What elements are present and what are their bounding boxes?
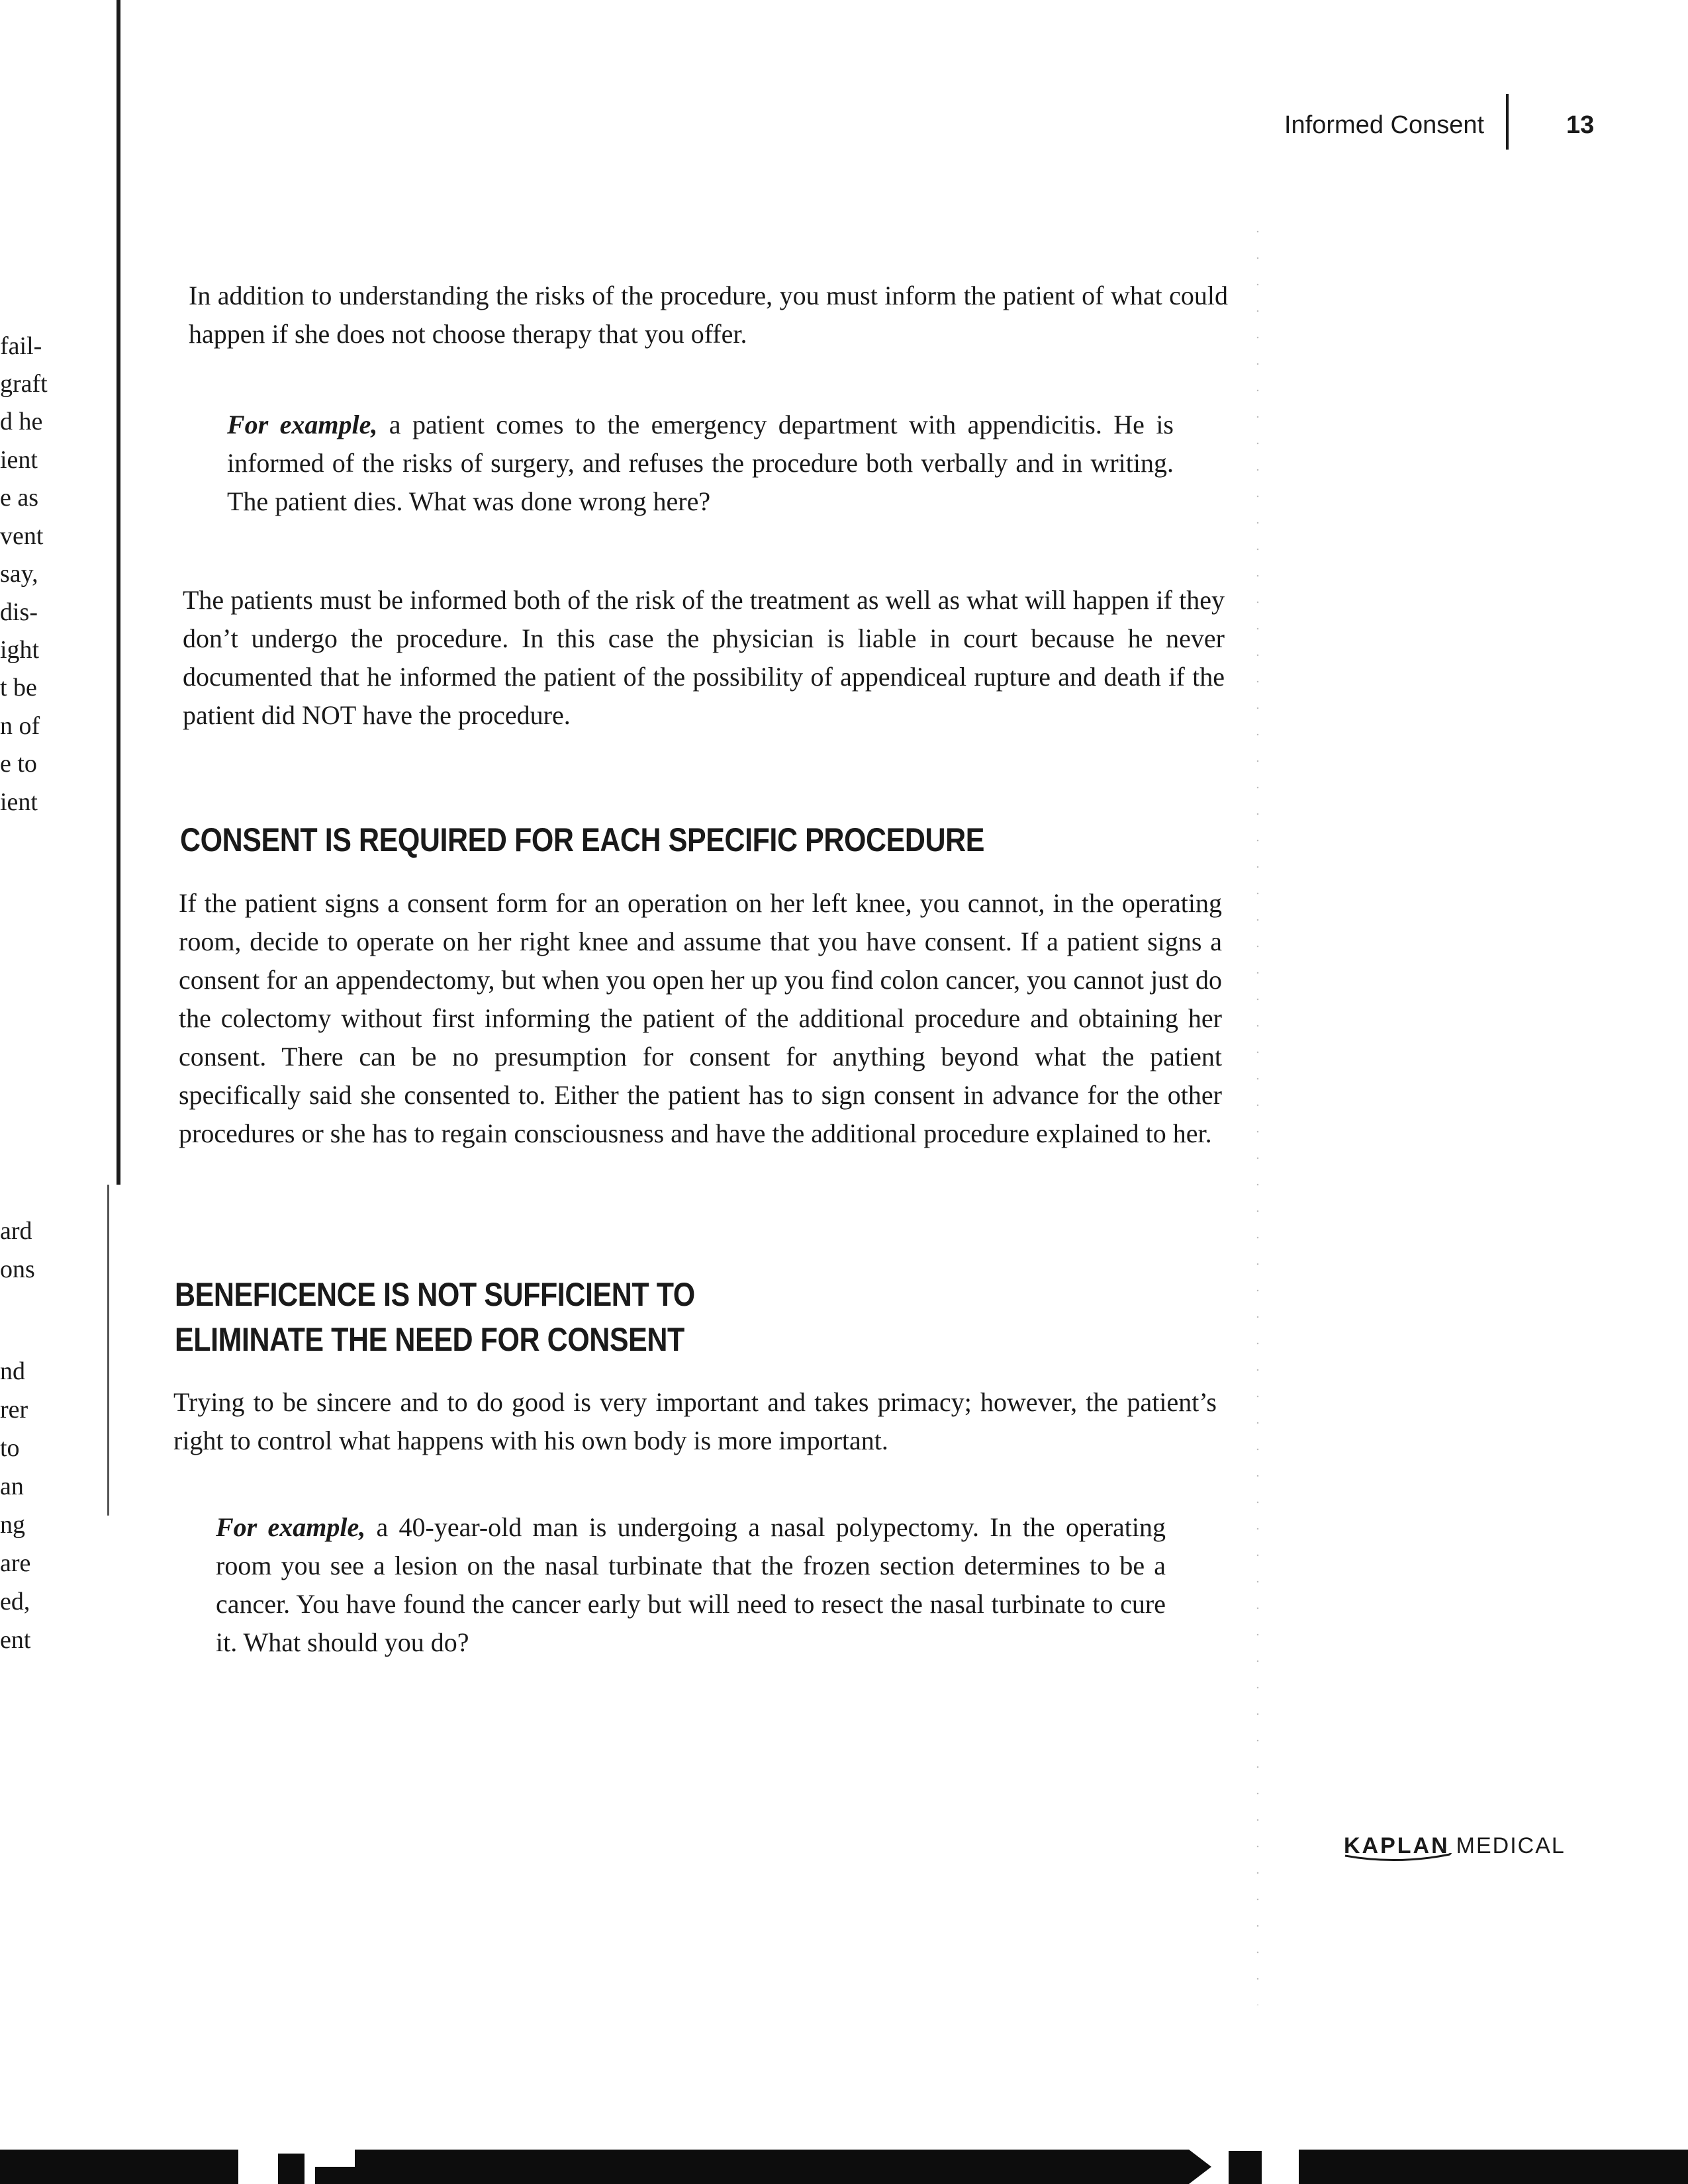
prev-fragment: fail-	[0, 332, 42, 360]
example-2	[216, 1508, 1166, 1662]
paragraph-4: Trying to be sincere and to do good is very important and takes primacy; however, the patient’s right to control what happens with his own body is more important.	[173, 1387, 1217, 1455]
prev-fragment: ard	[0, 1217, 32, 1245]
header-divider	[1506, 94, 1509, 150]
prev-fragment: d he	[0, 408, 43, 435]
prev-fragment: ons	[0, 1255, 35, 1283]
logo-brand: KAPLAN	[1344, 1833, 1450, 1859]
prev-fragment: an	[0, 1473, 24, 1500]
binding-edge-line	[117, 0, 120, 1185]
prev-fragment: ent	[0, 1626, 31, 1654]
prev-fragment: ng	[0, 1511, 25, 1539]
example-2-text: a 40-year-old man is undergoing a nasal polypectomy. In the operating room you see a lesion on the nasal turbinate that the frozen section determines to be a cancer. You have found the cancer early but will need to resect the nasal turbinate to cure it. What should you do?	[216, 1512, 1166, 1657]
prev-fragment: nd	[0, 1357, 25, 1385]
prev-fragment: vent	[0, 522, 44, 550]
prev-fragment: e as	[0, 484, 39, 512]
prev-fragment: ient	[0, 788, 38, 816]
prev-fragment: to	[0, 1434, 20, 1462]
section-heading-beneficence-line-2: ELIMINATE THE NEED FOR CONSENT	[175, 1321, 684, 1358]
example-2-lead: For example,	[216, 1512, 366, 1542]
page-number: 13	[1566, 111, 1595, 139]
prev-fragment: ed,	[0, 1588, 30, 1615]
example-1-text: a patient comes to the emergency department with appendicitis. He is informed of the risks of surgery, and refuses the procedure both verbally and in writing. The patient dies. What was done wrong here?	[227, 410, 1174, 516]
prev-fragment: rer	[0, 1396, 28, 1424]
prev-fragment: graft	[0, 370, 48, 398]
scan-bottom-bar	[0, 2150, 1688, 2184]
example-1	[227, 406, 1174, 521]
prev-fragment: t be	[0, 674, 37, 702]
prev-fragment: dis-	[0, 598, 38, 626]
paragraph-3: If the patient signs a consent form for an operation on her left knee, you cannot, in the operating room, decide to operate on her right knee and assume that you have consent. If a patient signs a consent for an appendectomy, but when you open her up you find colon cancer, you cannot just do the colectomy without first informing the patient of the additional procedure and obtaining her consent. There can be no presumption for consent for anything beyond what the patient specifically said she consented to. Either the patient has to sign consent in advance for the other procedures or she has to regain consciousness and have the additional procedure explained to her.	[179, 888, 1222, 1148]
prev-fragment: ient	[0, 446, 38, 474]
prev-fragment: e to	[0, 750, 37, 778]
section-heading-consent-required: CONSENT IS REQUIRED FOR EACH SPECIFIC PROCEDURE	[180, 821, 984, 858]
prev-fragment: are	[0, 1549, 31, 1577]
kaplan-medical-logo	[1344, 1833, 1566, 1859]
prev-fragment: n of	[0, 712, 40, 740]
section-heading-beneficence-line-1: BENEFICENCE IS NOT SUFFICIENT TO	[175, 1276, 695, 1313]
prev-fragment: say,	[0, 560, 38, 588]
logo-swoosh-icon	[1344, 1853, 1456, 1866]
example-1-lead: For example,	[227, 410, 378, 439]
prev-fragment: ight	[0, 636, 40, 664]
margin-dots	[1256, 218, 1259, 2005]
binding-edge-line-lower	[107, 1185, 109, 1516]
running-header-title: Informed Consent	[1284, 111, 1485, 139]
paragraph-2: The patients must be informed both of the risk of the treatment as well as what will happen if they don’t undergo the procedure. In this case the physician is liable in court because he never documented that he informed the patient of the possibility of appendiceal rupture and death if the patient did NOT have the procedure.	[183, 585, 1225, 730]
intro-paragraph: In addition to understanding the risks of the procedure, you must inform the patient of what could happen if she does not choose therapy that you offer.	[189, 281, 1228, 349]
logo-suffix: MEDICAL	[1456, 1833, 1566, 1858]
